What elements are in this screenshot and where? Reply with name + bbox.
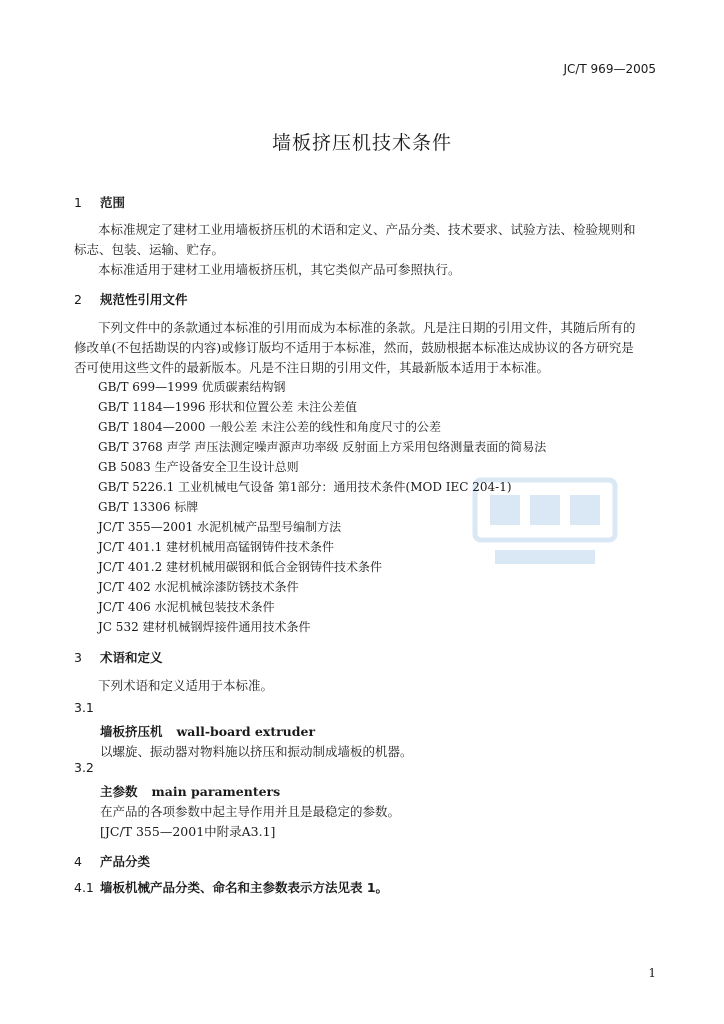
section-4-heading: 4 产品分类 <box>74 854 151 869</box>
reference-item: JC/T 355—2001 水泥机械产品型号编制方法 <box>98 520 342 534</box>
reference-item: GB/T 699—1999 优质碳素结构钢 <box>98 380 286 394</box>
page-number: 1 <box>648 966 656 980</box>
clause-3-2-number: 3.2 <box>74 760 94 775</box>
section-1-heading: 1 范围 <box>74 195 126 210</box>
section-3-intro: 下列术语和定义适用于本标准。 <box>98 678 274 693</box>
section-3-heading: 3 术语和定义 <box>74 650 163 665</box>
reference-item: JC 532 建材机械钢焊接件通用技术条件 <box>98 620 311 634</box>
term-3-1-definition: 以螺旋、振动器对物料施以挤压和振动制成墙板的机器。 <box>100 744 413 759</box>
section-2-para-line-3: 否可使用这些文件的最新版本。凡是不注日期的引用文件，其最新版本适用于本标准。 <box>74 360 550 375</box>
reference-item: GB/T 1184—1996 形状和位置公差 未注公差值 <box>98 400 357 414</box>
reference-item: JC/T 401.1 建材机械用高锰钢铸件技术条件 <box>98 540 335 554</box>
term-3-1: 墙板挤压机 wall-board extruder <box>100 724 316 739</box>
section-2-heading: 2 规范性引用文件 <box>74 292 188 307</box>
section-1-para-2: 本标准适用于建材工业用墙板挤压机，其它类似产品可参照执行。 <box>98 262 461 277</box>
term-3-2: 主参数 main paramenters <box>100 784 281 799</box>
clause-3-1-number: 3.1 <box>74 700 94 715</box>
reference-item: JC/T 406 水泥机械包装技术条件 <box>98 600 275 614</box>
section-2-para-line-1: 下列文件中的条款通过本标准的引用而成为本标准的条款。凡是注日期的引用文件，其随后所有的 <box>98 320 636 335</box>
document-title: 墙板挤压机技术条件 <box>271 132 452 154</box>
section-1-para-1-line-2: 标志、包装、运输、贮存。 <box>74 242 225 257</box>
reference-item: GB 5083 生产设备安全卫生设计总则 <box>98 460 299 474</box>
standard-code: JC/T 969—2005 <box>563 62 656 76</box>
reference-item: GB/T 1804—2000 一般公差 未注公差的线性和角度尺寸的公差 <box>98 420 441 434</box>
clause-4-1: 4.1 墙板机械产品分类、命名和主参数表示方法见表 1。 <box>74 880 389 895</box>
reference-item: JC/T 402 水泥机械涂漆防锈技术条件 <box>98 580 299 594</box>
term-3-2-definition: 在产品的各项参数中起主导作用并且是最稳定的参数。 <box>100 804 401 819</box>
reference-item: GB/T 13306 标牌 <box>98 500 199 514</box>
reference-item: JC/T 401.2 建材机械用碳钢和低合金钢铸件技术条件 <box>98 560 383 574</box>
term-3-2-source: [JC/T 355—2001中附录A3.1] <box>100 824 276 839</box>
section-1-para-1-line-1: 本标准规定了建材工业用墙板挤压机的术语和定义、产品分类、技术要求、试验方法、检验规则和 <box>98 222 636 237</box>
reference-item: GB/T 5226.1 工业机械电气设备 第1部分：通用技术条件(MOD IEC 204-1) <box>98 480 512 494</box>
section-2-para-line-2: 修改单(不包括勘误的内容)或修订版均不适用于本标准，然而，鼓励根据本标准达成协议的各方研究是 <box>74 340 634 355</box>
reference-item: GB/T 3768 声学 声压法测定噪声源声功率级 反射面上方采用包络测量表面的简易法 <box>98 440 547 454</box>
